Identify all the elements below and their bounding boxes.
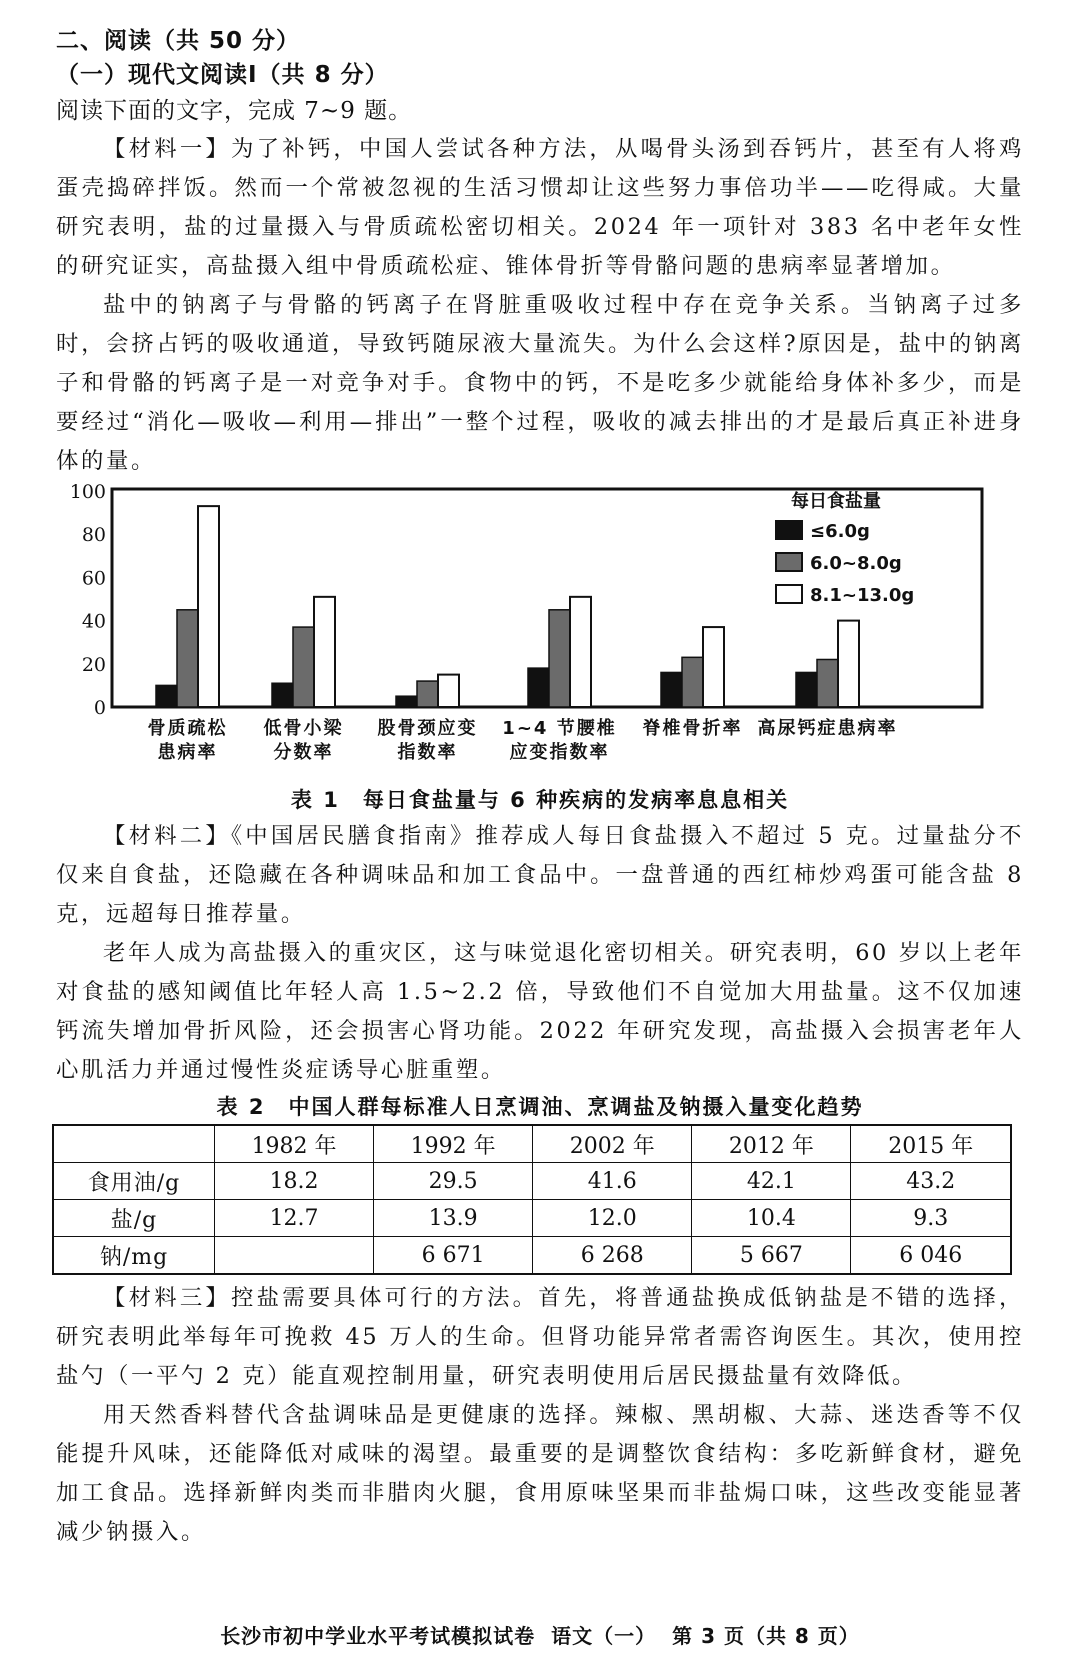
table-cell: 6 268	[533, 1237, 692, 1275]
y-tick-label: 20	[81, 653, 106, 676]
bar-2	[177, 610, 198, 707]
table-row	[53, 1237, 1011, 1275]
header-cell: 2015 年	[851, 1125, 1011, 1163]
category-label: 脊椎骨折率	[642, 718, 743, 739]
y-tick-label: 60	[81, 567, 106, 590]
legend-swatch	[776, 553, 802, 571]
table-cell: 12.0	[533, 1200, 692, 1237]
bar-3	[438, 675, 459, 707]
table-row	[53, 1200, 1011, 1237]
material2-paragraph-1: 【材料二】《中国居民膳食指南》推荐成人每日食盐摄入不超过 5 克。过量盐分不仅来自食盐，还隐藏在各种调味品和加工食品中。一盘普通的西红柿炒鸡蛋可能含盐 8 克，远超每日推荐量。	[56, 823, 1024, 927]
table-cell: 18.2	[215, 1163, 374, 1200]
bar-3	[570, 597, 591, 707]
table-cell: 10.4	[692, 1200, 851, 1237]
footer-page-number: 第 3 页（共 8 页）	[672, 1624, 860, 1648]
legend-swatch	[776, 585, 802, 603]
table-cell: 5 667	[692, 1237, 851, 1275]
bar-2	[682, 657, 703, 707]
header-cell	[53, 1125, 215, 1163]
table-cell: 6 671	[374, 1237, 533, 1275]
y-tick-label: 100	[69, 481, 106, 503]
bar-1	[796, 672, 817, 707]
material2-paragraph-2: 老年人成为高盐摄入的重灾区，这与味觉退化密切相关。研究表明，60 岁以上老年对食盐的感知阈值比年轻人高 1.5~2.2 倍，导致他们不自觉加大用盐量。这不仅加速钙流失增加骨折风险，还会损害心肾功能。2022 年研究发现，高盐摄入会损害老年人心肌活力并通过慢性炎症诱导心脏重塑。	[56, 940, 1024, 1083]
material3-paragraph-2: 用天然香料替代含盐调味品是更健康的选择。辣椒、黑胡椒、大蒜、迷迭香等不仅能提升风味，还能降低对咸味的渴望。最重要的是调整饮食结构：多吃新鲜食材，避免加工食品。选择新鲜肉类而非腊肉火腿，食用原味坚果而非盐焗口味，这些改变能显著减少钠摄入。	[56, 1402, 1024, 1545]
bar-2	[417, 681, 438, 707]
y-tick-label: 40	[81, 610, 106, 633]
row-label: 食用油/g	[53, 1163, 215, 1200]
legend-label: 8.1~13.0g	[810, 585, 915, 606]
table-cell: 41.6	[533, 1163, 692, 1200]
instruction: 阅读下面的文字，完成 7~9 题。	[56, 98, 413, 124]
table-cell: 13.9	[374, 1200, 533, 1237]
legend-title: 每日食盐量	[791, 491, 881, 512]
exam-page	[56, 24, 1024, 1552]
table-cell: 6 046	[851, 1237, 1011, 1275]
category-label: 应变指数率	[509, 742, 610, 763]
table-header-row	[53, 1125, 1011, 1163]
section-title: 二、阅读（共 50 分）	[56, 28, 301, 54]
category-label: 骨质疏松	[147, 718, 228, 739]
bar-3	[198, 506, 219, 707]
table-cell: 29.5	[374, 1163, 533, 1200]
bar-1	[528, 668, 549, 707]
category-label: 股骨颈应变	[377, 718, 478, 739]
y-tick-label: 80	[81, 524, 106, 547]
subsection-title: （一）现代文阅读Ⅰ（共 8 分）	[56, 62, 389, 88]
legend-label: 6.0~8.0g	[810, 553, 902, 574]
category-label: 低骨小梁	[263, 718, 344, 739]
bar-2	[817, 659, 838, 707]
row-label: 钠/mg	[53, 1237, 215, 1275]
material1-paragraph-2: 盐中的钠离子与骨骼的钙离子在肾脏重吸收过程中存在竞争关系。当钠离子过多时，会挤占钙的吸收通道，导致钙随尿液大量流失。为什么会这样?原因是，盐中的钠离子和骨骼的钙离子是一对竞争对手。食物中的钙，不是吃多少就能给身体补多少，而是要经过“消化—吸收—利用—排出”一整个过程，吸收的减去排出的才是最后真正补进身体的量。	[56, 292, 1024, 474]
table-row	[53, 1163, 1011, 1200]
table-cell	[215, 1237, 374, 1275]
bar-1	[156, 685, 177, 707]
material3-paragraph-1: 【材料三】控盐需要具体可行的方法。首先，将普通盐换成低钠盐是不错的选择，研究表明此举每年可挽救 45 万人的生命。但肾功能异常者需咨询医生。其次，使用控盐勺（一平勺 2 克）能直观控制用量，研究表明使用后居民摄盐量有效降低。	[56, 1285, 1024, 1389]
table-cell: 43.2	[851, 1163, 1011, 1200]
material1-paragraph-1: 【材料一】为了补钙，中国人尝试各种方法，从喝骨头汤到吞钙片，甚至有人将鸡蛋壳捣碎拌饭。然而一个常被忽视的生活习惯却让这些努力事倍功半——吃得咸。大量研究表明，盐的过量摄入与骨质疏松密切相关。2024 年一项针对 383 名中老年女性的研究证实，高盐摄入组中骨质疏松症、锥体骨折等骨骼问题的患病率显著增加。	[56, 136, 1024, 279]
bar-1	[272, 683, 293, 707]
table2-caption: 表 2 中国人群每标准人日烹调油、烹调盐及钠摄入量变化趋势	[216, 1095, 864, 1119]
bar-3	[314, 597, 335, 707]
chart-svg	[56, 481, 1024, 781]
table-cell: 9.3	[851, 1200, 1011, 1237]
bar-1	[396, 696, 417, 707]
header-cell: 1992 年	[374, 1125, 533, 1163]
bar-3	[703, 627, 724, 707]
header-cell: 2002 年	[533, 1125, 692, 1163]
header-cell: 2012 年	[692, 1125, 851, 1163]
bar-2	[549, 610, 570, 707]
table1-caption: 表 1 每日食盐量与 6 种疾病的发病率息息相关	[290, 788, 790, 812]
category-label: 1~4 节腰椎	[502, 718, 617, 739]
bar-1	[661, 672, 682, 707]
category-label: 高尿钙症患病率	[757, 718, 898, 739]
category-label: 分数率	[273, 742, 334, 763]
legend-label: ≤6.0g	[810, 521, 870, 542]
page-footer	[0, 1620, 1080, 1649]
row-label: 盐/g	[53, 1200, 215, 1237]
bar-2	[293, 627, 314, 707]
bar-3	[838, 621, 859, 707]
header-cell: 1982 年	[215, 1125, 374, 1163]
legend-swatch	[776, 521, 802, 539]
table2	[52, 1124, 1012, 1275]
category-label: 患病率	[157, 742, 218, 763]
category-label: 指数率	[397, 742, 458, 763]
footer-subject: 语文（一）	[551, 1624, 657, 1648]
bar-chart-table1	[56, 481, 1024, 781]
table-cell: 42.1	[692, 1163, 851, 1200]
table-cell: 12.7	[215, 1200, 374, 1237]
y-tick-label: 0	[93, 697, 106, 719]
footer-exam-name: 长沙市初中学业水平考试模拟试卷	[220, 1624, 536, 1648]
